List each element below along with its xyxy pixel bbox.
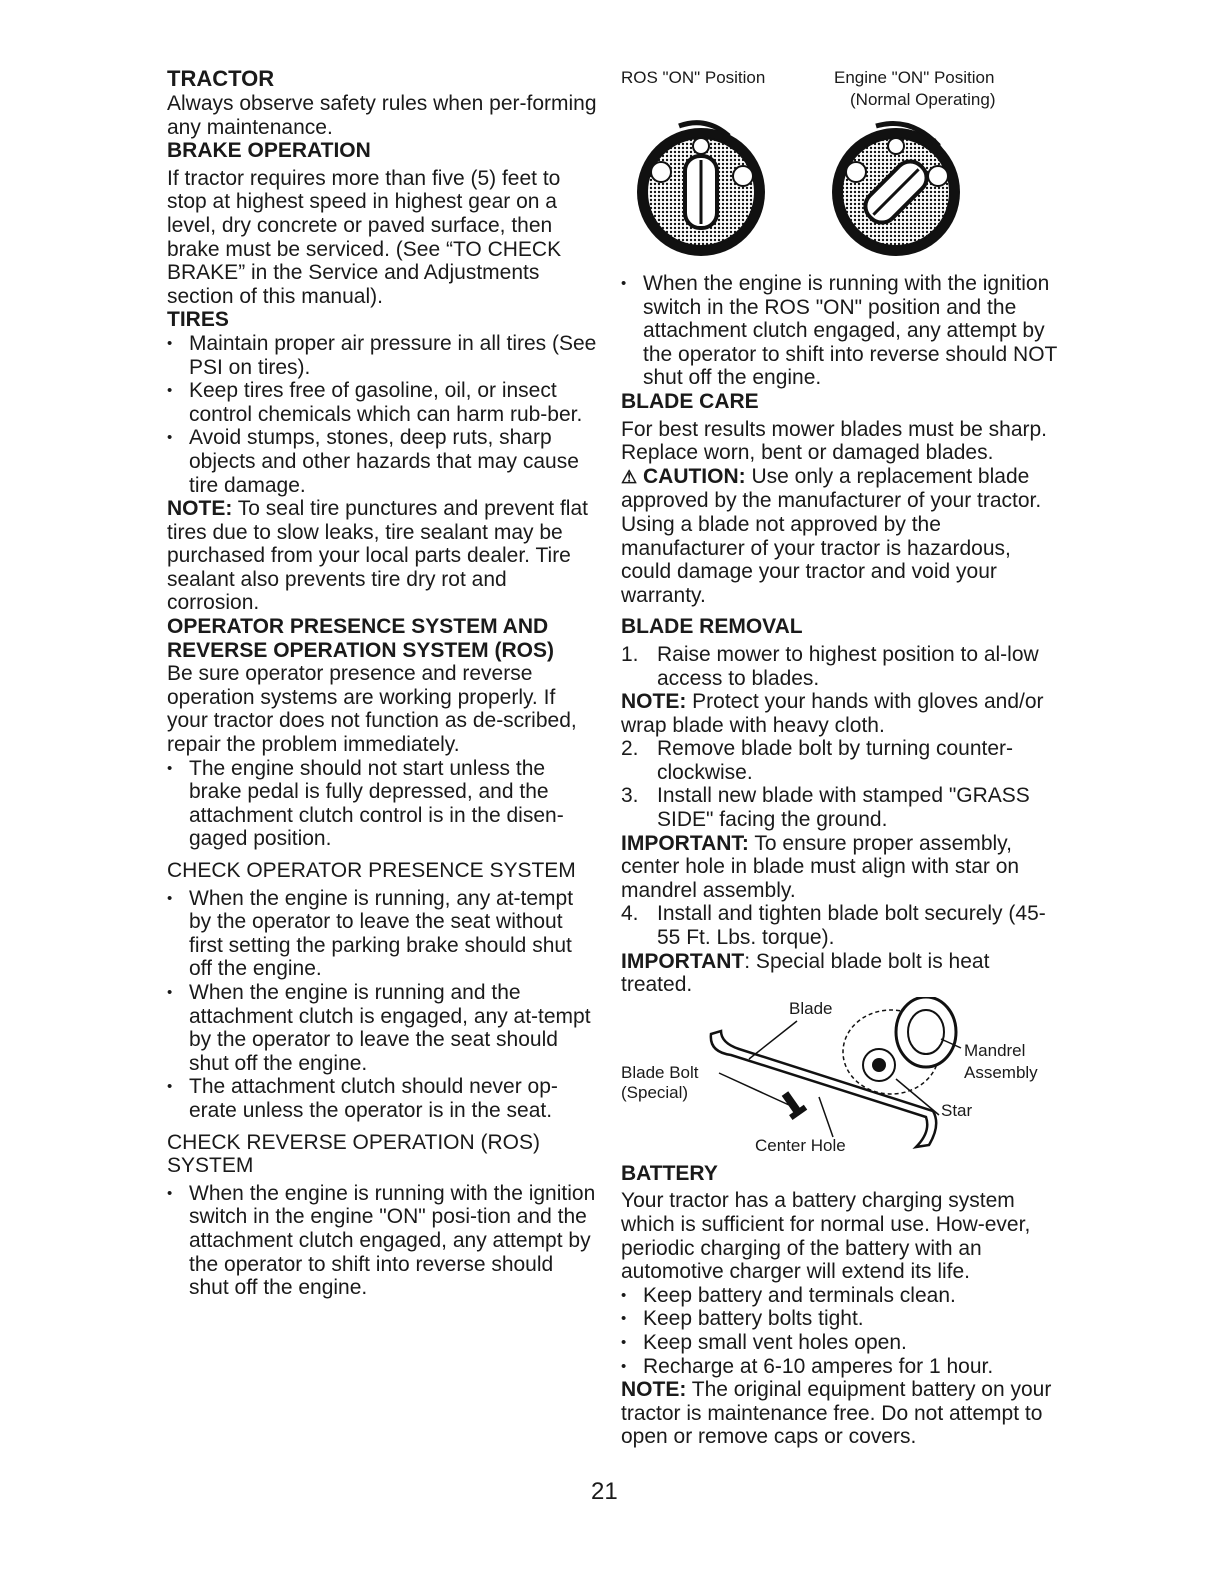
- label-assembly: Assembly: [964, 1062, 1038, 1082]
- step-text: Install and tighten blade bolt securely (45-55 Ft. Lbs. torque).: [657, 902, 1046, 950]
- battery-text: Your tractor has a battery charging system which is sufficient for normal use. How-ever, periodic charging of the battery with an automotive charger will extend its life.: [621, 1189, 1031, 1284]
- important-text: : Special blade bolt is heat treated.: [621, 949, 990, 997]
- blade-steps-2: [621, 737, 1061, 831]
- important-text: To ensure proper assembly, center hole in blade must align with star on mandrel assembly.: [621, 831, 1020, 902]
- list-item: [621, 902, 1061, 949]
- note-text: Protect your hands with gloves and/or wrap blade with heavy cloth.: [621, 690, 1044, 737]
- label-mandrel: Mandrel: [964, 1040, 1026, 1060]
- note-text: To seal tire punctures and prevent flat tires due to slow leaks, tire sealant may be purchased from your local parts dealer. Tire sealant also prevents tire dry rot and corrosion.: [167, 497, 588, 615]
- list-item: • When the engine is running and the attachment clutch is engaged, any at-tempt by the operator to leave the seat should shut off the engine.: [167, 981, 597, 1075]
- blade-steps-1: [621, 643, 1061, 690]
- label-blade: Blade: [789, 998, 833, 1018]
- important-label: IMPORTANT: [621, 949, 745, 973]
- tires-heading: TIRES: [167, 308, 229, 332]
- ops-list: [167, 757, 597, 851]
- caption-engine-on: Engine "ON" Position: [834, 68, 995, 87]
- tire-note: [167, 497, 597, 615]
- list-item: [621, 737, 1061, 784]
- note-text: The original equipment battery on your tractor is maintenance free. Do not attempt to open or remove caps or covers.: [621, 1378, 1052, 1449]
- caution-text: Use only a replacement blade approved by the manufacturer of your tractor. Using a blade not approved by the manufacturer of your tractor is hazardous, could damage your tractor and void your warranty.: [621, 464, 1042, 607]
- list-item: • Maintain proper air pressure in all tires (See PSI on tires).: [167, 332, 597, 379]
- important-assembly: [621, 832, 1061, 903]
- list-item: [621, 784, 1061, 831]
- check-ops-heading: CHECK OPERATOR PRESENCE SYSTEM: [167, 859, 576, 882]
- ros-knob-icon: [637, 123, 765, 256]
- label-blade-bolt: Blade Bolt: [621, 1062, 699, 1082]
- list-item: • Keep small vent holes open.: [621, 1331, 1061, 1355]
- list-item: • Recharge at 6-10 amperes for 1 hour.: [621, 1355, 1061, 1379]
- battery-note: [621, 1378, 1061, 1449]
- list-item: • When the engine is running, any at-tempt by the operator to leave the seat without first setting the parking brake should shut off the engine.: [167, 887, 597, 981]
- blade-care-text: For best results mower blades must be sharp. Replace worn, bent or damaged blades.: [621, 417, 1048, 465]
- tractor-heading: TRACTOR: [167, 66, 275, 91]
- gloves-note: [621, 690, 1061, 737]
- warning-icon: ⚠: [621, 466, 638, 487]
- blade-care-heading: BLADE CARE: [621, 389, 759, 413]
- caution-label: CAUTION:: [642, 464, 746, 488]
- label-special: (Special): [621, 1082, 689, 1102]
- battery-heading: BATTERY: [621, 1161, 718, 1185]
- step-number: 4.: [621, 902, 639, 926]
- step-number: 2.: [621, 737, 639, 761]
- brake-text: If tractor requires more than five (5) feet to stop at highest speed in highest gear on a level, dry concrete or paved surface, then brake must be serviced. (See “TO CHECK BRAKE” in the Service and Adjustments section of this manual).: [167, 166, 562, 308]
- check-ros-heading: CHECK REVERSE OPERATION (ROS) SYSTEM: [167, 1130, 540, 1178]
- blade-mandrel-figure: [621, 997, 1061, 1162]
- blade-steps-3: [621, 902, 1061, 949]
- step-text: Raise mower to highest position to al-low access to blades.: [657, 642, 1039, 690]
- list-item: • When the engine is running with the ignition switch in the ROS "ON" position and the attachment clutch engaged, any attempt by the operator to shift into reverse should NOT shut off the engine.: [621, 272, 1061, 390]
- brake-heading: BRAKE OPERATION: [167, 139, 371, 163]
- ops-heading: OPERATOR PRESENCE SYSTEM AND REVERSE OPERATION SYSTEM (ROS): [167, 615, 554, 662]
- caution-paragraph: [621, 465, 1061, 608]
- ros-list: [621, 272, 1061, 390]
- step-text: Install new blade with stamped "GRASS SIDE" facing the ground.: [657, 784, 1030, 832]
- list-item: • When the engine is running with the ignition switch in the engine "ON" posi-tion and the attachment clutch engaged, any attempt by the operator to shift into reverse should shut off the engine.: [167, 1182, 597, 1300]
- tires-list: [167, 332, 597, 497]
- engine-knob-icon: [832, 124, 960, 257]
- ignition-switch-illustration: [621, 66, 1061, 272]
- tractor-intro: Always observe safety rules when per-forming any maintenance.: [167, 92, 597, 139]
- right-column: [621, 66, 1061, 1449]
- check-ops-list: [167, 887, 597, 1123]
- list-item: • The attachment clutch should never op-erate unless the operator is in the seat.: [167, 1075, 597, 1122]
- caption-normal-operating: (Normal Operating): [850, 90, 996, 109]
- important-label: IMPORTANT:: [621, 831, 749, 855]
- ignition-switch-figure: [621, 66, 1061, 272]
- important-bolt: [621, 950, 1061, 997]
- step-text: Remove blade bolt by turning counter-clockwise.: [657, 737, 1014, 784]
- list-item: • The engine should not start unless the brake pedal is fully depressed, and the attachment clutch control is in the disen-gaged position.: [167, 757, 597, 851]
- list-item: • Keep battery bolts tight.: [621, 1307, 1061, 1331]
- label-center-hole: Center Hole: [755, 1135, 846, 1155]
- list-item: • Avoid stumps, stones, deep ruts, sharp objects and other hazards that may cause tire damage.: [167, 426, 597, 497]
- note-label: NOTE:: [621, 690, 687, 714]
- ops-text: Be sure operator presence and reverse operation systems are working properly. If your tractor does not function as de-scribed, repair the problem immediately.: [167, 662, 577, 757]
- page-number: 21: [591, 1478, 618, 1505]
- note-label: NOTE:: [167, 497, 233, 521]
- note-label: NOTE:: [621, 1378, 687, 1402]
- check-ros-list: [167, 1182, 597, 1300]
- bolt-icon: [778, 1088, 808, 1120]
- left-column: [167, 66, 597, 1300]
- step-number: 3.: [621, 784, 639, 808]
- list-item: • Keep tires free of gasoline, oil, or insect control chemicals which can harm rub-ber.: [167, 379, 597, 426]
- caption-ros-on: ROS "ON" Position: [621, 68, 766, 87]
- list-item: [621, 643, 1061, 690]
- blade-removal-heading: BLADE REMOVAL: [621, 615, 803, 639]
- list-item: • Keep battery and terminals clean.: [621, 1284, 1061, 1308]
- mandrel-icon: [843, 997, 956, 1094]
- label-star: Star: [941, 1100, 973, 1120]
- step-number: 1.: [621, 642, 639, 666]
- battery-list: [621, 1284, 1061, 1378]
